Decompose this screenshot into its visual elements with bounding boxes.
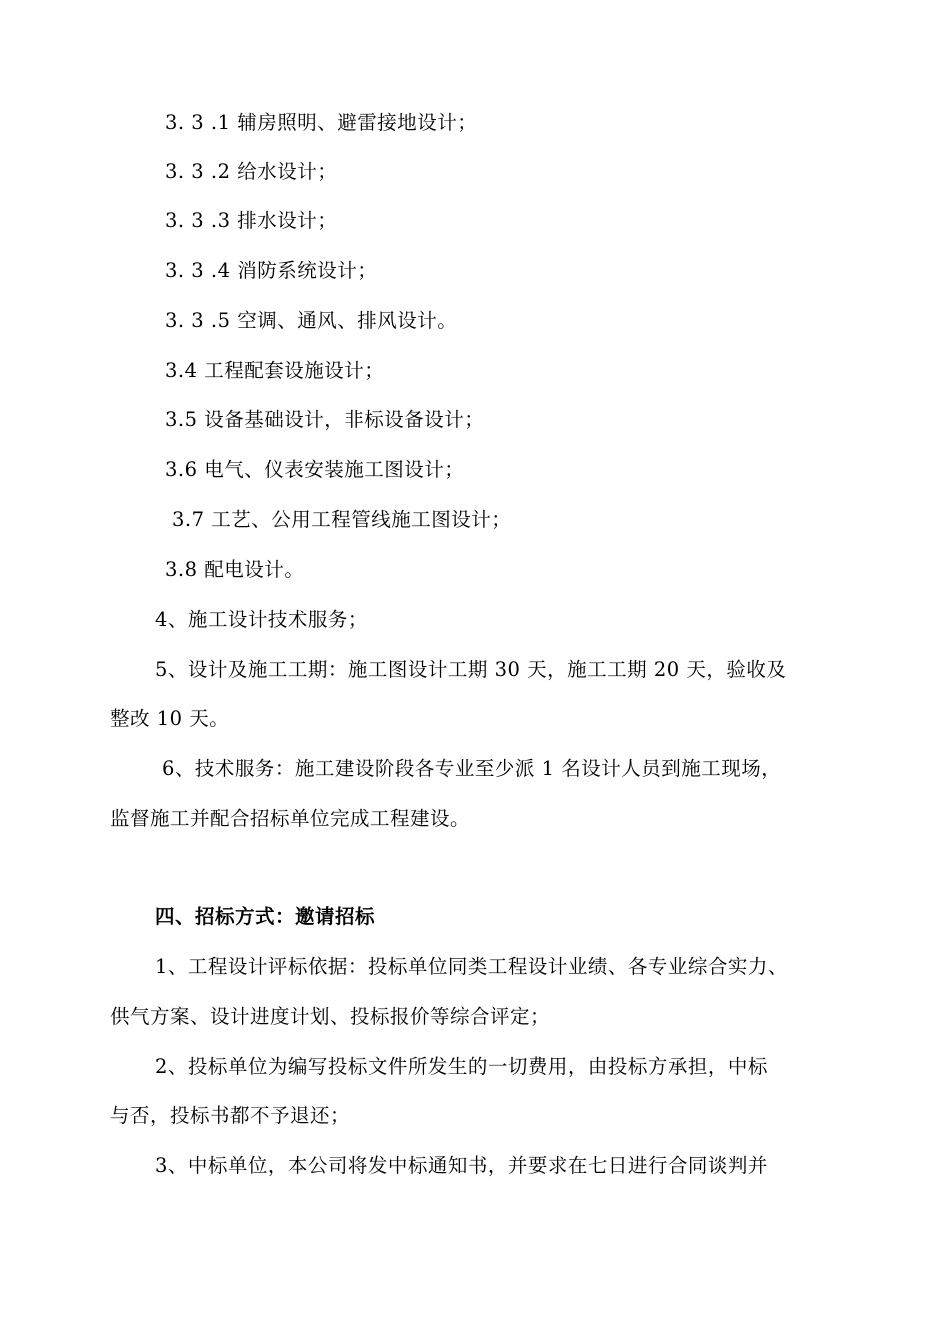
- item-5-line-2: 整改 10 天。: [110, 707, 230, 730]
- section-item-1-line-1: 1、工程设计评标依据：投标单位同类工程设计业绩、各专业综合实力、: [155, 955, 788, 978]
- section-heading: 四、招标方式：邀请招标: [155, 905, 376, 928]
- item-3-3-3: 3. 3 .3 排水设计；: [165, 209, 338, 232]
- item-6-line-2: 监督施工并配合招标单位完成工程建设。: [110, 807, 471, 830]
- item-3-3-4: 3. 3 .4 消防系统设计；: [165, 259, 378, 282]
- item-5-line-1: 5、设计及施工工期：施工图设计工期 30 天，施工工期 20 天，验收及: [155, 658, 787, 681]
- item-3-3-5: 3. 3 .5 空调、通风、排风设计。: [165, 309, 458, 332]
- item-3-5: 3.5 设备基础设计，非标设备设计；: [165, 408, 485, 431]
- item-3-3-1: 3. 3 .1 辅房照明、避雷接地设计；: [165, 111, 478, 134]
- section-item-3-line-1: 3、中标单位，本公司将发中标通知书，并要求在七日进行合同谈判并: [155, 1154, 768, 1177]
- item-3-6: 3.6 电气、仪表安装施工图设计；: [165, 458, 465, 481]
- item-3-3-2: 3. 3 .2 给水设计；: [165, 160, 338, 183]
- section-item-1-line-2: 供气方案、设计进度计划、投标报价等综合评定；: [110, 1005, 551, 1028]
- item-6-line-1: 6、技术服务：施工建设阶段各专业至少派 1 名设计人员到施工现场，: [162, 757, 782, 780]
- item-3-8: 3.8 配电设计。: [165, 558, 305, 581]
- item-4: 4、施工设计技术服务；: [155, 608, 368, 631]
- item-3-7: 3.7 工艺、公用工程管线施工图设计；: [172, 508, 512, 531]
- section-item-2-line-1: 2、投标单位为编写投标文件所发生的一切费用，由投标方承担，中标: [155, 1055, 768, 1078]
- section-item-2-line-2: 与否，投标书都不予退还；: [110, 1104, 351, 1127]
- item-3-4: 3.4 工程配套设施设计；: [165, 359, 385, 382]
